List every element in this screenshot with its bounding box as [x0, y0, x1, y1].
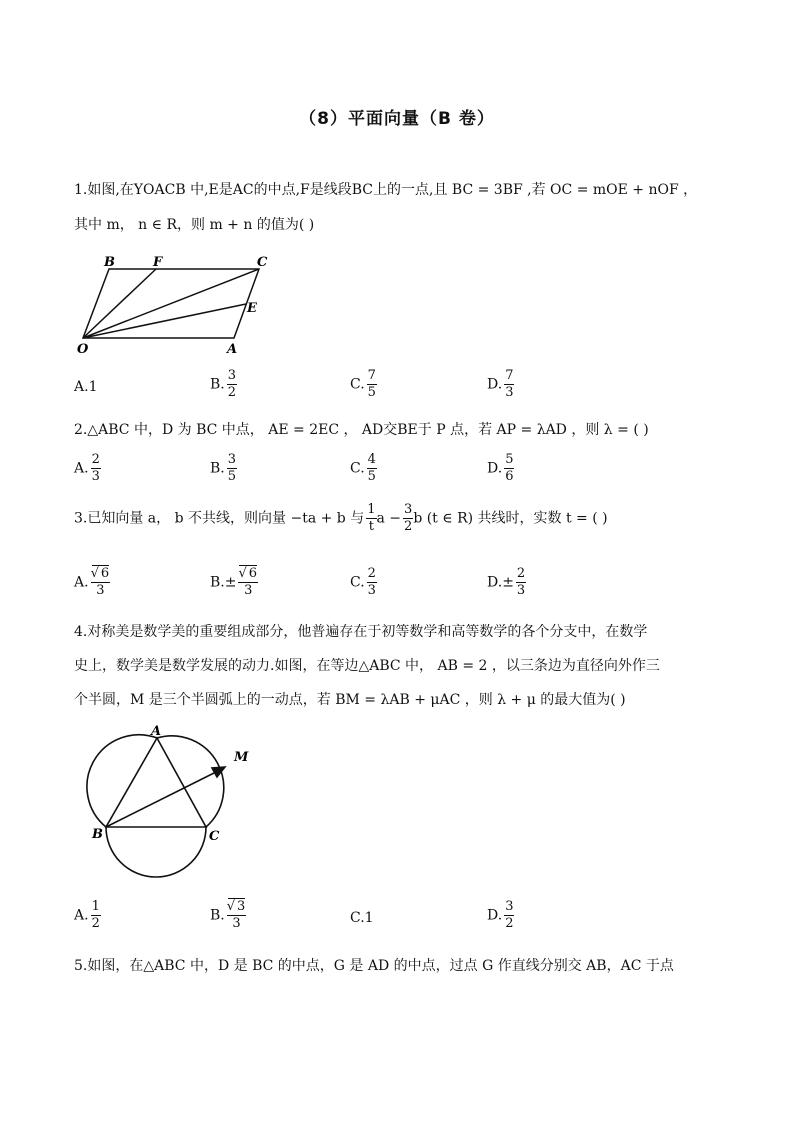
q5-text-line1: 5.如图，在△ABC 中，D 是 BC 的中点，G 是 AD 的中点，过点 G 作直线分别交 AB，AC 于点: [74, 958, 674, 974]
q4-label-c: C: [209, 829, 220, 844]
q1-text-line2: 其中 m， n ∈ R，则 m + n 的值为( ): [74, 217, 315, 233]
q4-text-line1: 4.对称美是数学美的重要组成部分，他普遍存在于初等数学和高等数学的各个分支中，在数学: [74, 624, 648, 640]
q1-label-f: F: [153, 255, 163, 270]
q1-text-line1: 1.如图,在YOACB 中,E是AC的中点,F是线段BC上的一点,且 BC = 3BF ,若 OC = mOE + nOF ，: [74, 182, 698, 198]
q4-text-line2: 史上，数学美是数学发展的动力.如图，在等边△ABC 中， AB = 2 ，以三条边为直径向外作三: [74, 658, 660, 674]
q1-label-c: C: [257, 255, 268, 270]
q1-option-d[interactable]: D. $\frac{7}{3}$: [487, 368, 514, 400]
q4-option-b[interactable]: B. √ $\frac{3}{3}$: [210, 899, 246, 932]
q2-text: 2.△ABC 中，D 为 BC 中点， AE = 2EC ， AD交BE于 P 点，若 AP = λAD ，则 λ = ( ): [74, 422, 649, 438]
q4-label-b: B: [92, 827, 103, 842]
q4-option-a[interactable]: A. $\frac{1}{2}$: [74, 899, 100, 931]
q2-option-a[interactable]: A. $\frac{2}{3}$: [74, 452, 100, 484]
q1-label-a: A: [227, 342, 238, 357]
q3-option-b[interactable]: B.± √ $\frac{6}{3}$: [210, 566, 258, 599]
q1-label-e: E: [247, 301, 257, 316]
q4-option-d[interactable]: D. $\frac{3}{2}$: [487, 899, 514, 931]
q4-triangle-semicircles-figure: [70, 720, 260, 882]
q1-label-o: O: [77, 342, 89, 357]
page-title: （8）平面向量（B 卷）: [299, 109, 495, 129]
q1-option-c[interactable]: C. $\frac{7}{5}$: [350, 368, 376, 400]
q1-option-a[interactable]: A.1: [74, 379, 98, 395]
q2-option-c[interactable]: C. $\frac{4}{5}$: [350, 452, 376, 484]
q2-option-b[interactable]: B. $\frac{3}{5}$: [210, 452, 237, 484]
q3-text: 3.已知向量 a， b 不共线，则向量 −ta + b 与 $\frac{1}{t}$ a − $\frac{3}{2}$ b (t ∈ R) 共线时，实数 t = ( ): [74, 502, 608, 534]
q4-label-m: M: [234, 750, 249, 765]
q3-option-c[interactable]: C. $\frac{2}{3}$: [350, 566, 376, 598]
q4-option-c[interactable]: C.1: [350, 910, 374, 926]
q1-option-b[interactable]: B. $\frac{3}{2}$: [210, 368, 237, 400]
q3-option-d[interactable]: D.± $\frac{2}{3}$: [487, 566, 526, 598]
q4-label-a: A: [151, 724, 162, 739]
q4-text-line3: 个半圆，M 是三个半圆弧上的一动点，若 BM = λAB + μAC ，则 λ + μ 的最大值为( ): [74, 692, 626, 708]
q1-parallelogram-figure: [74, 252, 284, 357]
q3-option-a[interactable]: A. √ $\frac{6}{3}$: [74, 566, 110, 599]
q1-label-b: B: [104, 255, 115, 270]
q2-option-d[interactable]: D. $\frac{5}{6}$: [487, 452, 514, 484]
